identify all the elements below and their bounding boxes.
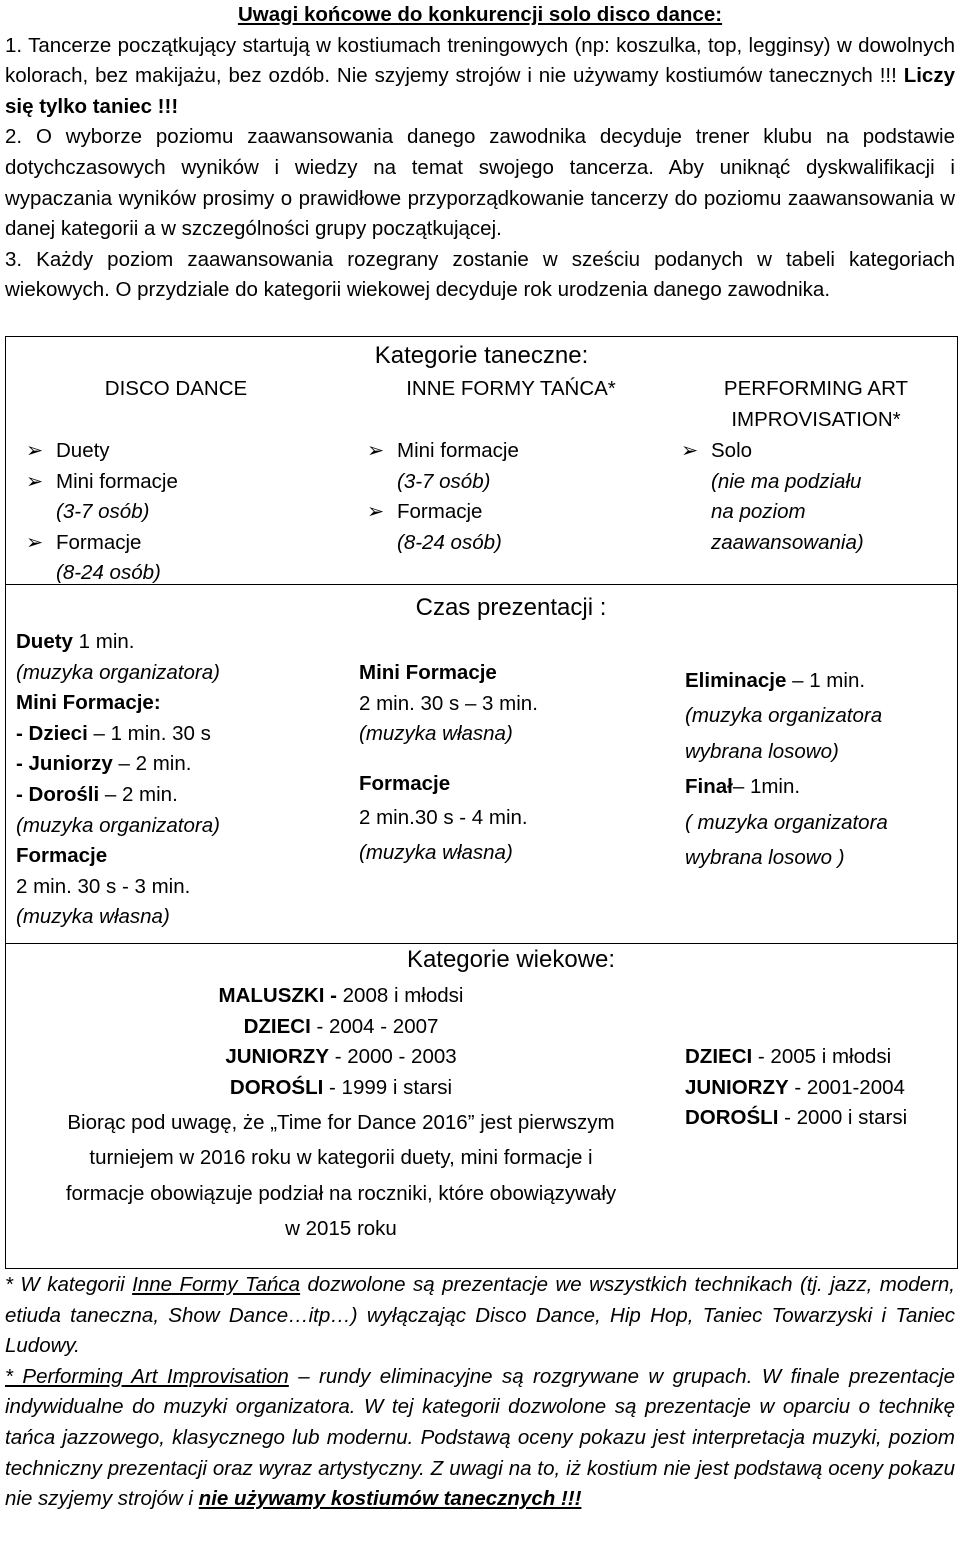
arrow-bullet-icon: ➢: [367, 439, 385, 462]
list-item: ➢ Mini formacje (3-7 osób): [18, 467, 338, 528]
list-item: ➢ Duety: [18, 436, 338, 467]
col-performing-art-title-line1: PERFORMING ART: [723, 377, 909, 400]
time-heading: Czas prezentacji :: [415, 594, 607, 621]
list-item: ➢ Formacje (8-24 osób): [18, 528, 338, 589]
arrow-bullet-icon: ➢: [26, 530, 44, 554]
arrow-bullet-icon: ➢: [26, 439, 44, 462]
table-divider-age: [6, 943, 957, 944]
col-performing-art-title: [676, 374, 956, 435]
disco-dance-times: Duety 1 min. (muzyka organizatora) Mini Formacje: - Dzieci – 1 min. 30 s - Juniorzy – 2 min. - Dorośli – 2 min. (muzyka organizatora) Formacje 2 min. 30 s - 3 min. (muzyka własna): [16, 630, 220, 929]
age-row: JUNIORZY - 2001-2004: [685, 1075, 905, 1099]
list-item: ➢ Solo (nie ma podziału na poziom zaawansowania): [673, 436, 953, 558]
rule-2-text: 2. O wyborze poziomu zaawansowania danego zawodnika decyduje trener klubu na podstawie dotychczasowych wyników i wiedzy na temat swojego tancerza.: [5, 125, 955, 179]
col-inne-formy-title: INNE FORMY TAŃCA*: [406, 377, 616, 400]
rule-2: [5, 122, 955, 244]
inne-formy-times: Mini Formacje 2 min. 30 s – 3 min. (muzyka własna) Formacje 2 min.30 s - 4 min. (muzyka własna): [359, 661, 538, 864]
performing-art-times: Eliminacje – 1 min. (muzyka organizatora wybrana losowo) Finał– 1min. ( muzyka organizatora wybrana losowo ): [685, 669, 888, 870]
rule-1: [5, 31, 955, 123]
footnotes: [5, 1270, 955, 1515]
arrow-bullet-icon: ➢: [367, 500, 385, 524]
rule-3-text: 3. Każdy poziom zaawansowania rozegrany zostanie w sześciu podanych w tabeli kategoriach wiekowych.: [5, 247, 955, 302]
rule-3: [5, 245, 955, 306]
age-list-right: [685, 1042, 955, 1134]
intro-title: Uwagi końcowe do konkurencji solo disco dance:: [237, 3, 723, 26]
rule-1-emphasis: Liczy się tylko taniec !!!: [5, 64, 955, 118]
age-row: JUNIORZY - 2000 - 2003: [225, 1045, 457, 1069]
categories-table: [5, 336, 958, 1269]
inne-formy-list: [359, 436, 669, 558]
intro-section: [5, 0, 955, 306]
list-item: ➢ Mini formacje (3-7 osób): [359, 436, 669, 497]
age-heading: Kategorie wiekowe:: [406, 946, 616, 973]
age-list-left: [6, 981, 676, 1103]
age-row: DOROŚLI - 2000 i starsi: [685, 1106, 908, 1130]
rule-1-text: 1. Tancerze początkujący startują w kostiumach treningowych (np: koszulka, top, legginsy) w dowolnych kolorach, bez makijażu, bez ozdób. Nie szyjemy strojów i nie używamy kostiumów tanecznych !!!: [5, 33, 955, 88]
col-performing-art-title-line2: IMPROVISATION*: [731, 407, 901, 431]
age-row: DZIECI - 2004 - 2007: [243, 1014, 439, 1038]
age-row: DOROŚLI - 1999 i starsi: [229, 1075, 453, 1099]
col-disco-dance-title: DISCO DANCE: [104, 377, 248, 400]
arrow-bullet-icon: ➢: [681, 439, 699, 462]
arrow-bullet-icon: ➢: [26, 469, 44, 493]
rule-3-continuation: O przydziale do kategorii wiekowej decyduje rok urodzenia danego zawodnika.: [115, 278, 831, 302]
rule-2-continuation: Aby uniknąć dyskwalifikacji i wypaczania wyników prosimy o prawidłowe przyporządkowanie tancerzy do poziomu zaawansowania w danej kategorii a w szczególności grupy początkującej.: [5, 155, 955, 241]
disco-dance-list: [18, 436, 338, 589]
footnote-inne-formy: * W kategorii Inne Formy Tańca dozwolone są prezentacje we wszystkich technikach (tj. jazz, modern, etiuda taneczna, Show Dance…itp…) wyłączając Disco Dance, Hip Hop, Taniec Towarzyski i Taniec Ludowy.: [5, 1273, 955, 1358]
list-item: ➢ Formacje (8-24 osób): [359, 497, 669, 558]
dance-categories-heading: Kategorie taneczne:: [374, 342, 589, 369]
age-note: Biorąc pod uwagę, że „Time for Dance 2016” jest pierwszym turniejem w 2016 roku w kategorii duety, mini formacje i formacje obowiązuje podział na roczniki, które obowiązywały w 2015 roku: [65, 1111, 617, 1241]
footnote-performing-art: * Performing Art Improvisation – rundy eliminacyjne są rozgrywane w grupach. W finale prezentacje indywidualne do muzyki organizatora. W tej kategorii dozwolone są prezentacje w oparciu o technikę tańca jazzowego, klasycznego lub modernu. Podstawą oceny pokazu jest interpretacja muzyki, poziom techniczny prezentacji oraz wyraz artystyczny. Z uwagi na to, iż kostium nie jest podstawą oceny pokazu nie szyjemy strojów i nie używamy kostiumów tanecznych !!!: [5, 1364, 955, 1511]
age-row: DZIECI - 2005 i młodsi: [685, 1045, 892, 1068]
performing-art-list: [673, 436, 953, 558]
age-row: MALUSZKI - 2008 i młodsi: [218, 984, 464, 1007]
